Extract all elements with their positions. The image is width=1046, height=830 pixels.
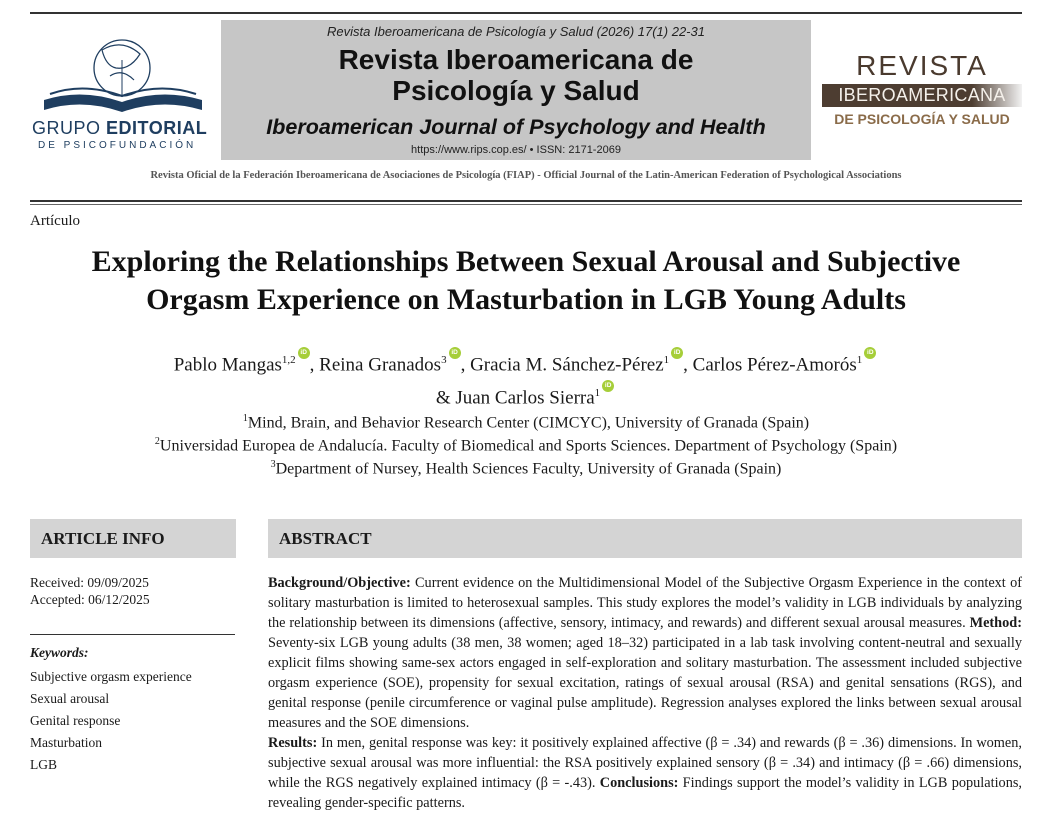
affiliation-1: $^1$Mind, Brain, and Behavior Research Center (CIMCYC), University of Granada (Spain) (242, 413, 810, 432)
header-rule-thin (30, 204, 1022, 205)
journal-title: Revista Iberoamericana de Psicología y Salud (338, 44, 694, 106)
keyword: Masturbation (30, 735, 102, 750)
article-dates (30, 574, 150, 608)
journal-url-issn[interactable]: https://www.rips.cop.es/ • ISSN: 2171-2069 (411, 144, 621, 156)
section-label: Artículo (30, 213, 80, 229)
official-journal-line: Revista Oficial de la Federación Iberoamericana de Asociaciones de Psicología (FIAP) - Official Journal of the Latin-American Federation of Psychological Associations (150, 170, 902, 181)
affiliation-2: $^2$Universidad Europea de Andalucía. Faculty of Biomedical and Sports Sciences. Department of Psychology (Spain) (154, 436, 898, 455)
author-name: & Juan Carlos Sierra (435, 387, 595, 409)
journal-citation: Revista Iberoamericana de Psicología y Salud (2026) 17(1) 22-31 (327, 24, 705, 39)
author-name: Gracia M. Sánchez-Pérez (470, 354, 664, 376)
author-list (60, 346, 990, 413)
author-line-1: Pablo Mangas$^{1,2}$iD, Reina Granados$^3$iD, Gracia M. Sánchez-Pérez$^1$iD, Carlos Pérez-Amorós$^1$iD (60, 346, 990, 379)
author-name: Carlos Pérez-Amorós (692, 354, 857, 376)
journal-logo-line3: DE PSICOLOGÍA Y SALUD (834, 111, 1010, 127)
paper-title: Exploring the Relationships Between Sexual Arousal and Subjective Orgasm Experience on Masturbation in LGB Young Adults (91, 245, 961, 316)
keywords-heading: Keywords: (30, 645, 89, 660)
orcid-icon[interactable]: iD (864, 347, 876, 359)
journal-subtitle: Iberoamerican Journal of Psychology and Health (266, 115, 766, 139)
abstract-heading: ABSTRACT (268, 519, 1022, 558)
abstract-body: Background/Objective: Current evidence on the Multidimensional Model of the Subjective Orgasm Experience in the context of solitary masturbation is limited to heterosexual samples. This study explores the model’s validity in LGB individuals by analyzing the relationship between its dimensions (affective, sensory, intimacy, and rewards) and different sexual arousal measures. Method: Seventy-six LGB young adults (38 men, 38 women; aged 18–32) participated in a lab task involving content-neutral and sexually explicit films showing same-sex actors engaged in self-exploration and solitary masturbation. The assessment included subjective orgasm experience (SOE), propensity for sexual excitation, ratings of sexual arousal (RSA) and genital sensations (RGS), and genital response (penile circumference or vaginal pulse amplitude). Regression analyses explored the links between sexual arousal measures and the SOE dimensions. Results: In men, genital response was key: it positively explained affective (β = .34) and rewards (β = .36) dimensions. In women, subjective sexual arousal was more influential: the RSA positively explained sensory (β = .34) and intimacy (β = .66) dimensions, while the RGS negatively explained intimacy (β = -.43). Conclusions: Findings support the model’s validity in LGB populations, revealing gender-specific patterns. (268, 575, 1022, 811)
accepted-date: Accepted: 06/12/2025 (30, 592, 150, 607)
top-rule (30, 12, 1022, 14)
journal-logo (822, 50, 1022, 135)
received-date: Received: 09/09/2025 (30, 575, 149, 590)
author-line-2: & Juan Carlos Sierra$^1$iD (60, 379, 990, 412)
keyword: Subjective orgasm experience (30, 669, 192, 684)
keyword: Sexual arousal (30, 691, 110, 706)
publisher-name: GRUPO EDITORIAL (32, 118, 208, 138)
orcid-icon[interactable]: iD (671, 347, 683, 359)
journal-header (221, 20, 811, 160)
orcid-icon[interactable]: iD (449, 347, 461, 359)
article-info-heading: ARTICLE INFO (30, 519, 236, 558)
author-name: Reina Granados (319, 354, 442, 376)
keyword: Genital response (30, 713, 121, 728)
keywords-rule (30, 634, 235, 635)
keyword: LGB (30, 757, 57, 772)
journal-logo-line2: IBEROAMERICANA (822, 84, 1022, 107)
orcid-icon[interactable]: iD (602, 380, 614, 392)
orcid-icon[interactable]: iD (298, 347, 310, 359)
open-book-logo-icon (30, 30, 212, 118)
publisher-subname: DE PSICOFUNDACIÓN (38, 140, 197, 151)
affiliation-3: $^3$Department of Nursey, Health Sciences Faculty, University of Granada (Spain) (270, 459, 782, 478)
journal-logo-line1: REVISTA (856, 50, 988, 81)
keyword-list (30, 666, 192, 776)
author-name: Pablo Mangas (173, 354, 282, 376)
header-rule (30, 200, 1022, 202)
publisher-logo (30, 30, 212, 155)
